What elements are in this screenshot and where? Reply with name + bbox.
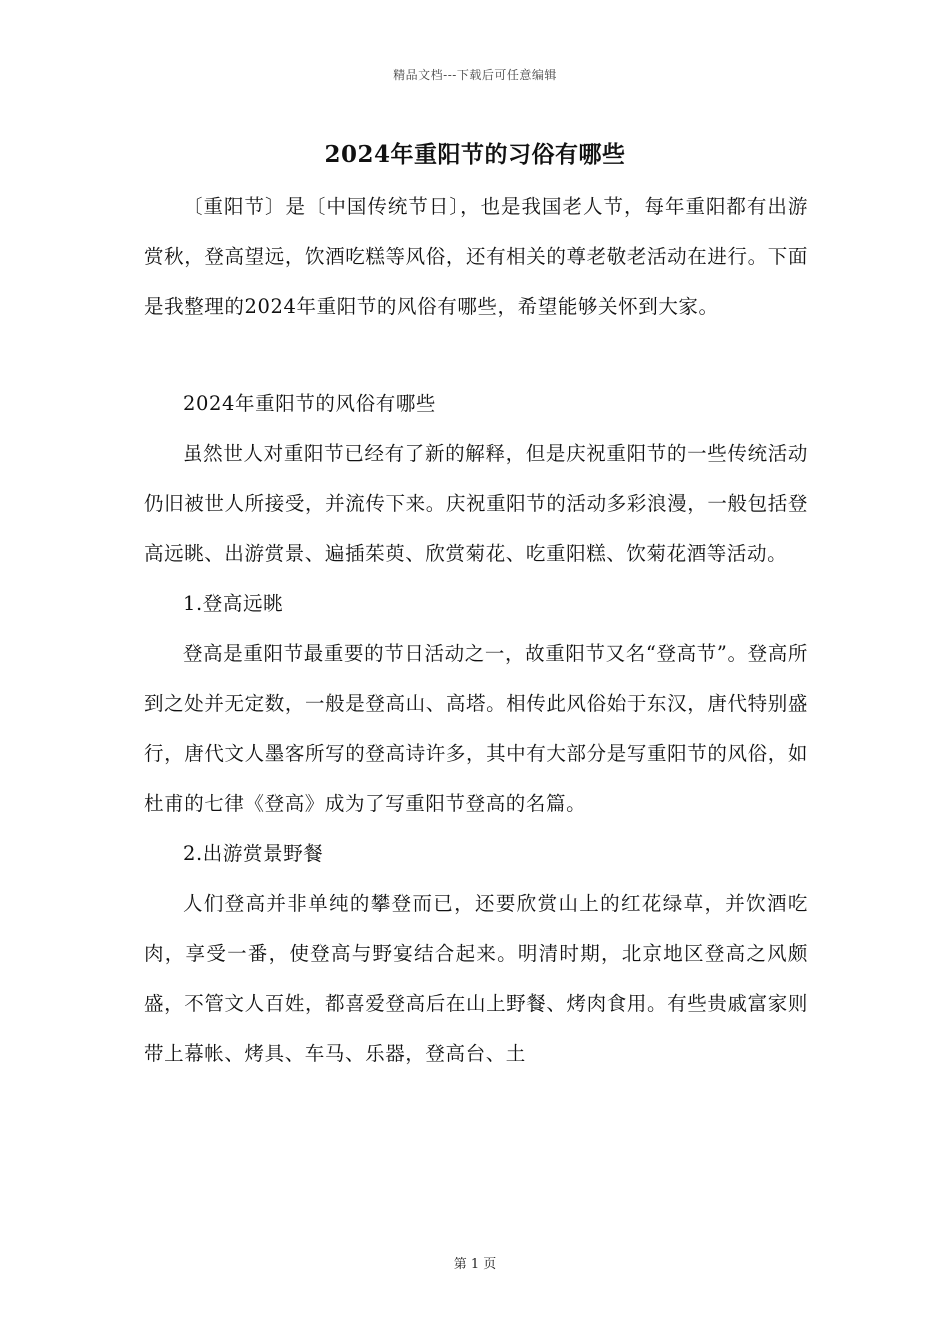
item2-heading: 2.出游赏景野餐 xyxy=(183,842,324,865)
document-body xyxy=(144,182,808,1079)
item1-paragraph: 登高是重阳节最重要的节日活动之一，故重阳节又名“登高节”。登高所到之处并无定数，一般是登高山、高塔。相传此风俗始于东汉，唐代特别盛行，唐代文人墨客所写的登高诗许多，其中有大部分是写重阳节的风俗，如杜甫的七律《登高》成为了写重阳节登高的名篇。 xyxy=(144,642,808,815)
page-number: 第 1 页 xyxy=(453,1257,497,1272)
page-header: 精品文档---下载后可任意编辑 xyxy=(393,68,557,82)
document-title: 2024年重阳节的习俗有哪些 xyxy=(324,141,626,168)
intro-paragraph: 〔重阳节〕是〔中国传统节日〕，也是我国老人节，每年重阳都有出游赏秋，登高望远，饮酒吃糕等风俗，还有相关的尊老敬老活动在进行。下面是我整理的2024年重阳节的风俗有哪些，希望能够关怀到大家。 xyxy=(144,195,808,318)
section-heading: 2024年重阳节的风俗有哪些 xyxy=(183,392,437,415)
item2-paragraph: 人们登高并非单纯的攀登而已，还要欣赏山上的红花绿草，并饮酒吃肉，享受一番，使登高与野宴结合起来。明清时期，北京地区登高之风颇盛，不管文人百姓，都喜爱登高后在山上野餐、烤肉食用。有些贵戚富家则带上幕帐、烤具、车马、乐器，登高台、土 xyxy=(144,892,808,1065)
item1-heading: 1.登高远眺 xyxy=(183,592,284,615)
section-paragraph: 虽然世人对重阳节已经有了新的解释，但是庆祝重阳节的一些传统活动仍旧被世人所接受，并流传下来。庆祝重阳节的活动多彩浪漫，一般包括登高远眺、出游赏景、遍插茱萸、欣赏菊花、吃重阳糕、饮菊花酒等活动。 xyxy=(144,442,808,565)
